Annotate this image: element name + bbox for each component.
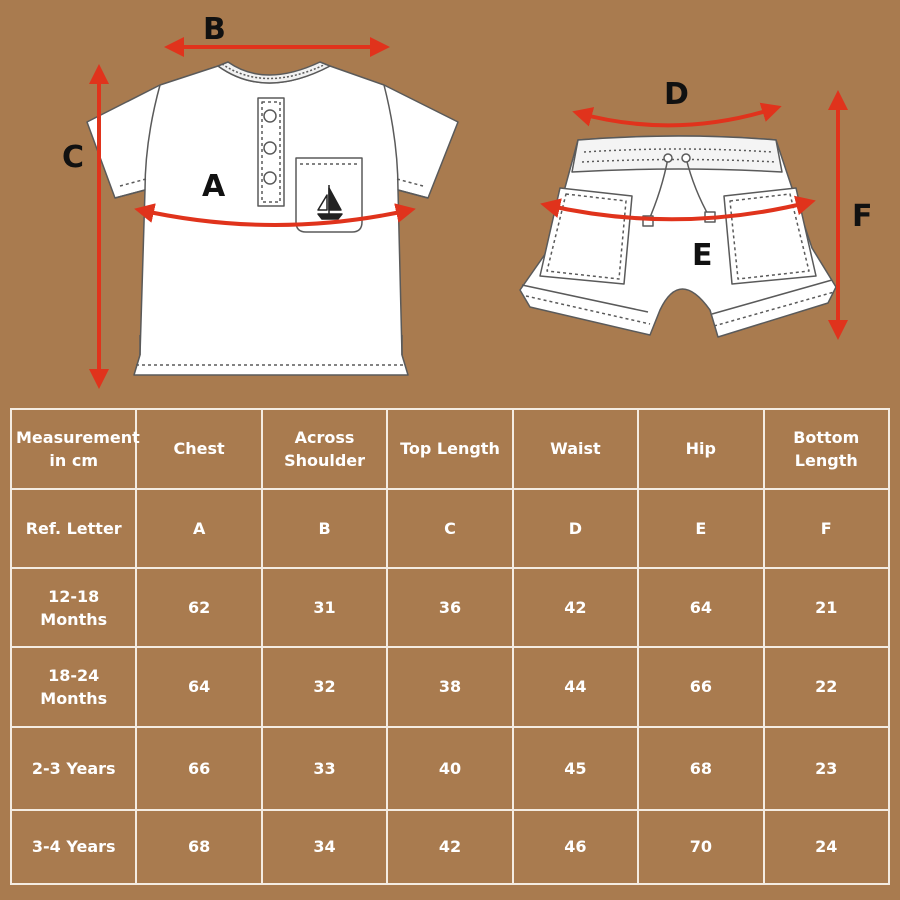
label-b: B <box>203 12 226 47</box>
table-cell: 44 <box>513 647 638 726</box>
table-cell: 46 <box>513 810 638 884</box>
table-cell: 45 <box>513 727 638 810</box>
table-cell: E <box>638 489 763 568</box>
row-label: Ref. Letter <box>11 489 136 568</box>
table-cell: 62 <box>136 568 261 647</box>
table-cell: 66 <box>136 727 261 810</box>
table-row <box>11 727 889 810</box>
row-label: 2-3 Years <box>11 727 136 810</box>
table-row <box>11 568 889 647</box>
label-f: F <box>852 199 873 234</box>
table-cell: B <box>262 489 387 568</box>
table-cell: C <box>387 489 512 568</box>
table-cell: 34 <box>262 810 387 884</box>
table-cell: D <box>513 489 638 568</box>
label-c: C <box>62 140 85 175</box>
table-cell: 38 <box>387 647 512 726</box>
table-row <box>11 489 889 568</box>
garment-measurement-diagram <box>0 0 900 400</box>
table-cell: 68 <box>638 727 763 810</box>
table-cell: 31 <box>262 568 387 647</box>
table-cell: 32 <box>262 647 387 726</box>
label-d: D <box>664 77 689 112</box>
header-chest: Chest <box>136 409 261 489</box>
header-across-shoulder: Across Shoulder <box>262 409 387 489</box>
table-cell: 42 <box>387 810 512 884</box>
row-label: 18-24 Months <box>11 647 136 726</box>
table-cell: 42 <box>513 568 638 647</box>
tshirt-illustration <box>87 62 458 375</box>
table-cell: A <box>136 489 261 568</box>
table-cell: 33 <box>262 727 387 810</box>
table-cell: 23 <box>764 727 889 810</box>
table-cell: 64 <box>136 647 261 726</box>
table-header-row <box>11 409 889 489</box>
table-cell: 68 <box>136 810 261 884</box>
table-row <box>11 647 889 726</box>
table-cell: 22 <box>764 647 889 726</box>
table-cell: 40 <box>387 727 512 810</box>
table-cell: 21 <box>764 568 889 647</box>
header-hip: Hip <box>638 409 763 489</box>
header-waist: Waist <box>513 409 638 489</box>
header-measurement: Measurement in cm <box>11 409 136 489</box>
table-cell: 64 <box>638 568 763 647</box>
table-row <box>11 810 889 884</box>
table-cell: 24 <box>764 810 889 884</box>
size-chart-table <box>10 408 890 885</box>
table-cell: 66 <box>638 647 763 726</box>
label-e: E <box>692 238 713 273</box>
row-label: 12-18 Months <box>11 568 136 647</box>
row-label: 3-4 Years <box>11 810 136 884</box>
table-cell: F <box>764 489 889 568</box>
header-bottom-length: Bottom Length <box>764 409 889 489</box>
shorts-illustration <box>520 136 836 337</box>
table-cell: 36 <box>387 568 512 647</box>
header-top-length: Top Length <box>387 409 512 489</box>
table-cell: 70 <box>638 810 763 884</box>
label-a: A <box>202 169 226 204</box>
